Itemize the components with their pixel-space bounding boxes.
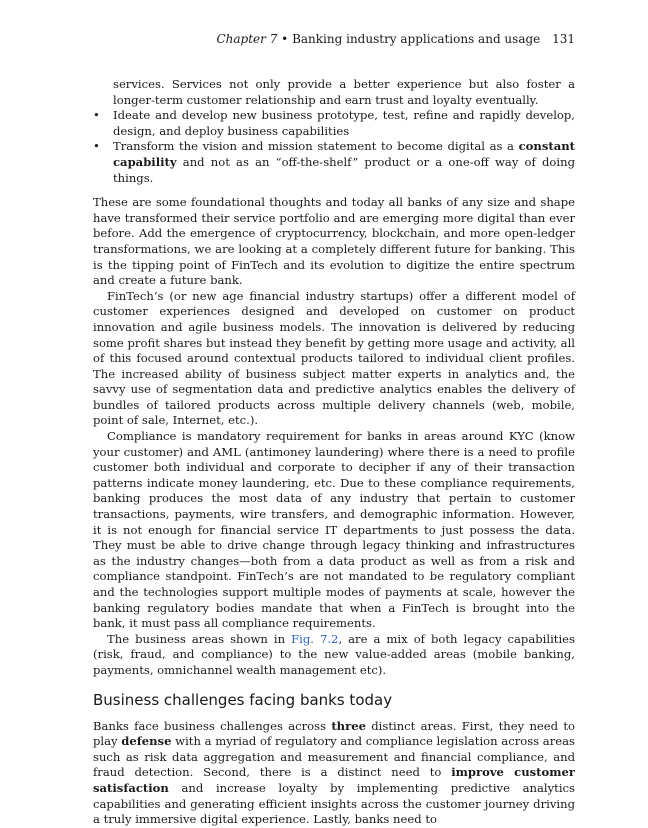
bold-three: three	[331, 718, 366, 733]
bullet-marker: •	[93, 108, 100, 123]
paragraph-foundational: These are some foundational thoughts and today all banks of any size and shape have transformed their service portfolio and are emerging more digital than ever before. Add the emergence of cryptocurrency, blockchain, and more open-ledger transformations, we are looking at a completely different future for banking. This is the tipping point of FinTech and its evolution to digitize the entire spectrum and create a future bank.	[93, 195, 575, 288]
paragraph-text: distinct areas. First, they need to play	[93, 718, 575, 749]
paragraph-text: with a myriad of regulatory and compliance legislation across areas such as risk data aggregation and measurement and financial compliance, and fraud detection. Second, there is a distinct need to	[93, 734, 575, 780]
page-number: 131	[552, 32, 575, 46]
book-page	[93, 31, 575, 828]
bullet-item	[93, 108, 575, 139]
paragraph-text: The business areas shown in	[107, 631, 292, 646]
bold-defense: defense	[121, 734, 172, 749]
bullet-marker: •	[93, 139, 100, 154]
bullet-text: Ideate and develop new business prototype, test, refine and rapidly develop, design, and deploy business capabilities	[113, 108, 575, 138]
figure-link[interactable]: Fig. 7.2	[291, 631, 339, 646]
bullet-item	[93, 139, 575, 186]
chapter-label: Chapter 7	[216, 32, 278, 46]
paragraph-text: and increase loyalty by implementing predictive analytics capabilities and generating efficient insights across the customer journey driving a truly immersive digital experience. Lastly, banks need to	[93, 780, 575, 827]
paragraph-text: Banks face business challenges across	[93, 718, 332, 733]
bold-customer-satisfaction: improve customer satisfaction	[93, 765, 575, 795]
header-separator: •	[281, 32, 289, 46]
body-text	[93, 77, 575, 828]
bullet-list-block	[93, 77, 575, 186]
bullet-text-end: and not as an “off-the-shelf” product or a one-off way of doing things.	[113, 154, 575, 185]
running-header	[93, 31, 575, 47]
paragraph-compliance: Compliance is mandatory requirement for banks in areas around KYC (know your customer) and AML (antimoney laundering) where there is a need to profile customer both individual and corporate to decipher if any of their transaction patterns indicate money laundering, etc. Due to these compliance requirements, banking produces the most data of any industry that pertain to customer transactions, payments, wire transfers, and demographic information. However, it is not enough for financial service IT departments to just possess the data. They must be able to drive change through legacy thinking and infrastructures as the industry changes—both from a data product as well as from a risk and compliance standpoint. FinTech’s are not mandated to be regulatory compliant and the technologies support multiple modes of payments at scale, however the banking regulatory bodies mandate that when a FinTech is brought into the bank, it must pass all compliance requirements.	[93, 429, 575, 631]
paragraph-business-areas	[93, 632, 575, 679]
section-heading: Business challenges facing banks today	[93, 690, 393, 709]
chapter-title: Banking industry applications and usage	[292, 32, 541, 46]
bullet-list	[93, 108, 575, 186]
paragraph-text-end: , are a mix of both legacy capabilities (risk, fraud, and compliance) to the new value-added areas (mobile banking, payments, omnichannel wealth management etc).	[93, 631, 575, 677]
continued-bullet-text: services. Services not only provide a better experience but also foster a longer-term customer relationship and earn trust and loyalty eventually.	[113, 77, 575, 107]
bullet-bold-text: constant capability	[113, 139, 575, 169]
paragraph-challenges	[93, 719, 575, 828]
bullet-text: Transform the vision and mission statement to become digital as a	[113, 139, 519, 154]
paragraph-fintech: FinTech’s (or new age financial industry startups) offer a different model of customer experiences designed and developed on customer on product innovation and agile business models. The innovation is delivered by reducing some profit shares but instead they benefit by getting more usage and activity, all of this focused around contextual products tailored to individual client profiles. The increased ability of business subject matter experts in analytics and, the savvy use of segmentation data and predictive analytics enables the delivery of bundles of tailored products across multiple delivery channels (web, mobile, point of sale, Internet, etc.).	[93, 288, 575, 428]
